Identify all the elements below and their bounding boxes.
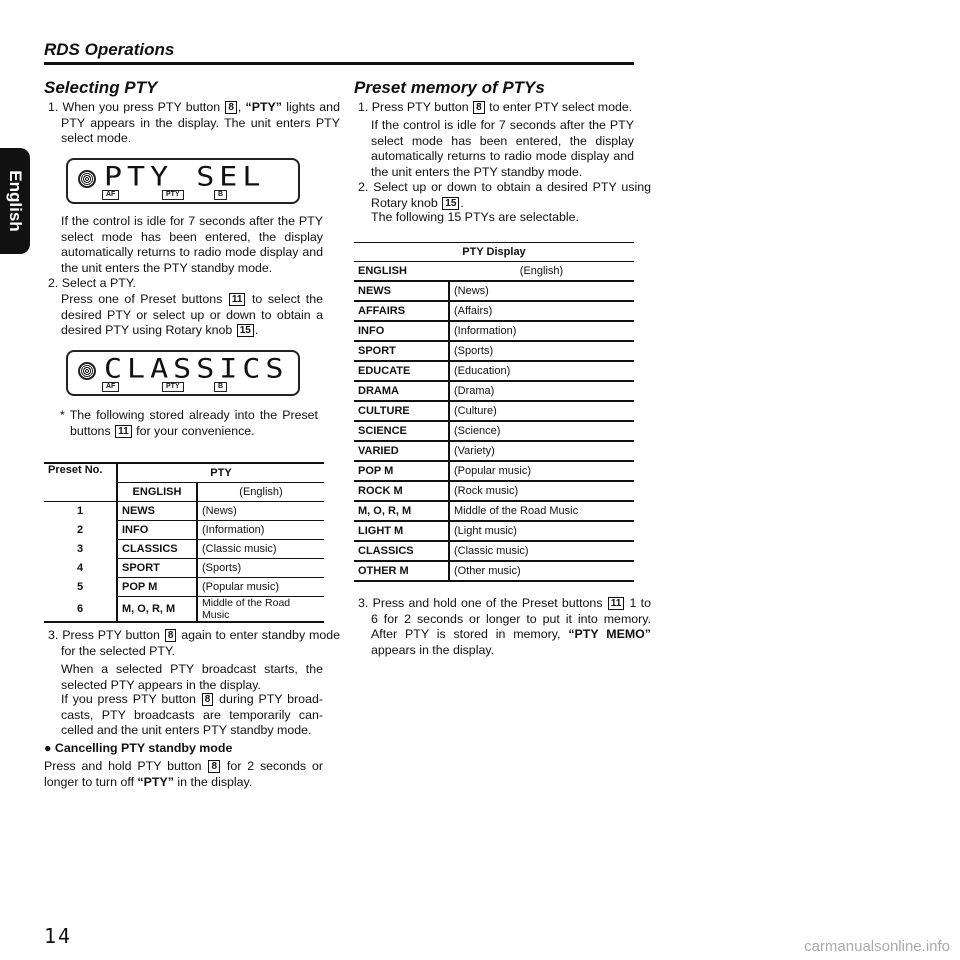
button-number-label: 15 xyxy=(442,197,459,210)
table-row: 5 POP M (Popular music) xyxy=(44,578,324,597)
right-step-3: 3. Press and hold one of the Preset buttons 11 1 to 6 for 2 seconds or longer to put it into memory. After PTY is stored in memory, “PTY MEMO” appears in the display. xyxy=(358,596,651,657)
preset-no-header: Preset No. xyxy=(44,463,117,502)
cancelling-pty-heading: ● Cancelling PTY standby mode xyxy=(44,741,233,755)
right-step-1: 1. Press PTY button 8 to enter PTY select mode. xyxy=(358,100,633,114)
left-step-2-body: Press one of Preset buttons 11 to select the desired PTY or select up or down to obtain a desired PTY using Rotary knob 15 . xyxy=(61,292,323,337)
table-row: DRAMA (Drama) xyxy=(354,381,634,401)
right-step-2-para-2: The following 15 PTYs are selectable. xyxy=(371,210,579,224)
table-row: CULTURE (Culture) xyxy=(354,401,634,421)
button-number-label: 11 xyxy=(115,425,132,438)
af-indicator: AF xyxy=(102,190,119,200)
button-number-label: 11 xyxy=(608,597,625,610)
b-indicator: B xyxy=(214,190,227,200)
table-row: 4 SPORT (Sports) xyxy=(44,559,324,578)
af-indicator: AF xyxy=(102,382,119,392)
preset-pty-table xyxy=(44,462,324,623)
watermark: carmanualsonline.info xyxy=(804,938,950,955)
pty-display-header: PTY Display xyxy=(354,243,634,262)
button-number-label: 15 xyxy=(237,324,254,337)
right-step-1-para-2: If the control is idle for 7 seconds after the PTY select mode has been entered, the display automatically returns to radio mode display and the unit enters the PTY standby mode. xyxy=(371,118,634,179)
table-row: 1 NEWS (News) xyxy=(44,502,324,521)
left-step-3-para-2: When a selected PTY broadcast starts, the selected PTY appears in the display. xyxy=(61,662,323,692)
button-number-label: 11 xyxy=(229,293,246,306)
table-row: EDUCATE (Education) xyxy=(354,361,634,381)
language-side-tab xyxy=(0,148,30,254)
header-rule xyxy=(44,62,634,65)
left-step-3-para-3: If you press PTY button 8 during PTY broad-casts, PTY broadcasts are temporarily can-celled and the unit enters PTY standby mode. xyxy=(61,692,323,737)
table-row: ROCK M (Rock music) xyxy=(354,481,634,501)
selecting-pty-title: Selecting PTY xyxy=(44,78,158,97)
preset-memory-title: Preset memory of PTYs xyxy=(354,78,545,97)
cancelling-pty-text: Press and hold PTY button 8 for 2 seconds or longer to turn off “PTY” in the display. xyxy=(44,759,323,789)
table-row: 3 CLASSICS (Classic music) xyxy=(44,540,324,559)
button-number-label: 8 xyxy=(225,101,237,114)
pty-indicator: PTY xyxy=(162,190,184,200)
section-header-title: RDS Operations xyxy=(44,40,175,59)
knob-icon xyxy=(78,170,96,188)
lcd-text: PTY SEL xyxy=(104,161,266,193)
table-row: ENGLISH (English) xyxy=(354,262,634,282)
button-number-label: 8 xyxy=(165,629,177,642)
pty-indicator: PTY xyxy=(162,382,184,392)
table-row: INFO (Information) xyxy=(354,321,634,341)
table-row: LIGHT M (Light music) xyxy=(354,521,634,541)
knob-icon xyxy=(78,362,96,380)
table-row: VARIED (Variety) xyxy=(354,441,634,461)
table-row: NEWS (News) xyxy=(354,281,634,301)
side-tab-label: English xyxy=(6,170,25,232)
page-number: 14 xyxy=(44,924,73,948)
lcd-text: CLASSICS xyxy=(104,353,289,385)
english-code-header: ENGLISH xyxy=(117,483,197,502)
b-indicator: B xyxy=(214,382,227,392)
table-row: SCIENCE (Science) xyxy=(354,421,634,441)
button-number-label: 8 xyxy=(473,101,485,114)
pty-header: PTY xyxy=(117,463,324,483)
button-number-label: 8 xyxy=(202,693,214,706)
right-step-2: 2. Select up or down to obtain a desired PTY using Rotary knob 15 . xyxy=(358,180,651,210)
pty-display-table xyxy=(354,242,634,582)
table-row: 2 INFO (Information) xyxy=(44,521,324,540)
lcd-display-classics xyxy=(66,350,300,396)
table-row: OTHER M (Other music) xyxy=(354,561,634,581)
lcd-display-pty-sel xyxy=(66,158,300,204)
left-idle-note: If the control is idle for 7 seconds after the PTY select mode has been entered, the display automatically returns to radio mode display and the unit enters the PTY standby mode. xyxy=(61,214,323,275)
table-row: CLASSICS (Classic music) xyxy=(354,541,634,561)
left-step-2: 2. Select a PTY. xyxy=(48,276,136,290)
table-row: SPORT (Sports) xyxy=(354,341,634,361)
table-row: 6 M, O, R, M Middle of the Road Music xyxy=(44,597,324,623)
left-preset-note: * The following stored already into the Preset buttons 11 for your convenience. xyxy=(60,408,319,438)
table-row: AFFAIRS (Affairs) xyxy=(354,301,634,321)
left-step-3: 3. Press PTY button 8 again to enter standby mode for the selected PTY. xyxy=(48,628,341,658)
button-number-label: 8 xyxy=(208,760,220,773)
table-row: POP M (Popular music) xyxy=(354,461,634,481)
english-name-header: (English) xyxy=(197,483,324,502)
left-step-1: 1. When you press PTY button 8 , “PTY” lights and PTY appears in the display. The unit enters PTY select mode. xyxy=(48,100,340,145)
table-row: M, O, R, M Middle of the Road Music xyxy=(354,501,634,521)
